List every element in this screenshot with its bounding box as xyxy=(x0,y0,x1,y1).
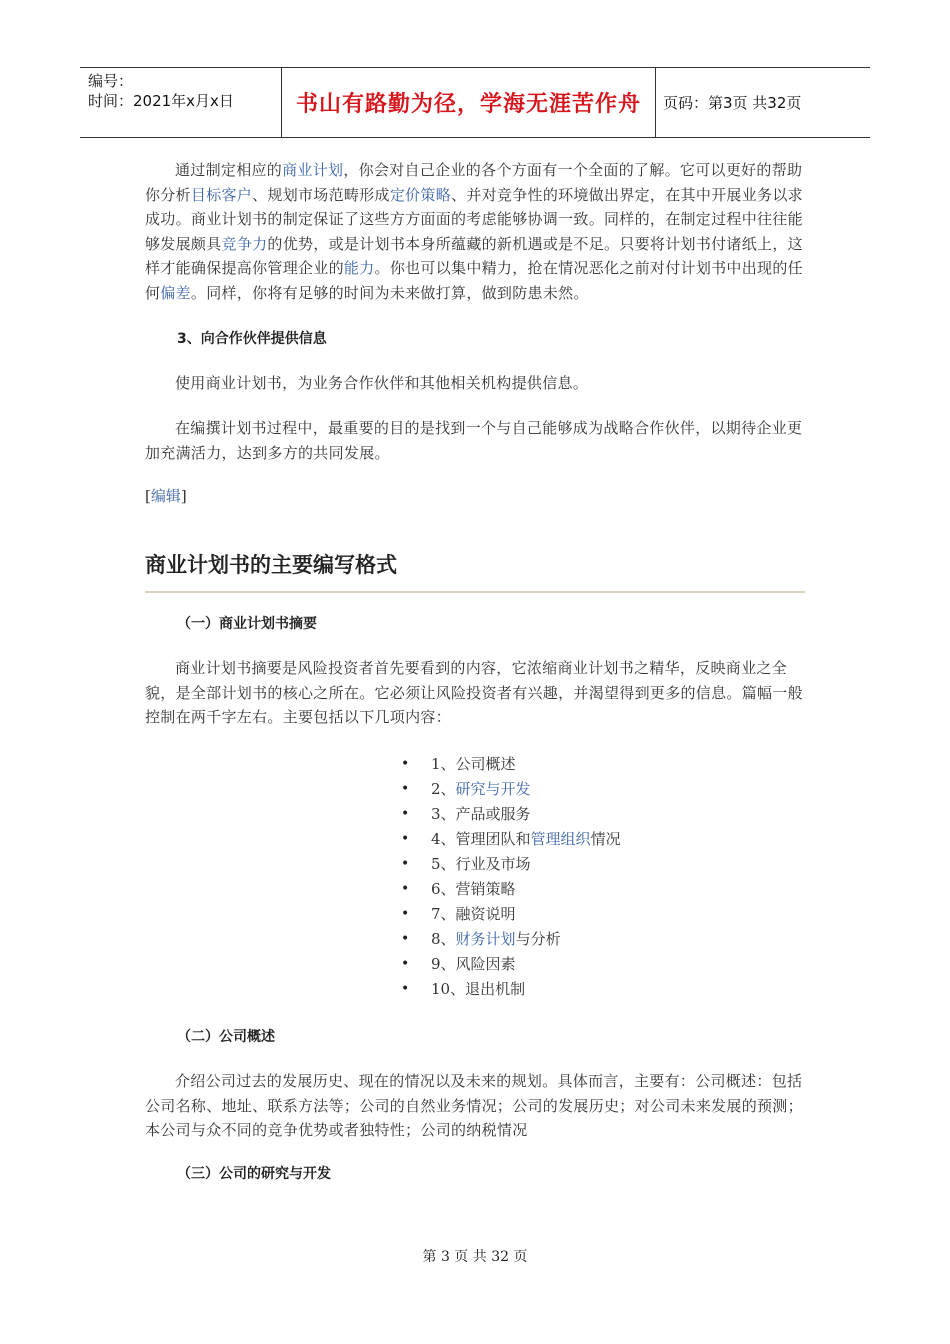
summary-text-block xyxy=(145,656,805,730)
document-header xyxy=(80,67,870,138)
list-item xyxy=(401,902,621,927)
number-label: 编号： xyxy=(88,72,134,90)
edit-bracket-open: [ xyxy=(145,487,151,505)
list-item-text: 8、 xyxy=(431,930,456,948)
list-item-text: 10、退出机制 xyxy=(431,980,526,998)
section3-p2-block xyxy=(145,416,805,465)
intro-text-2: ，你会对自己企业的各个方面有一个全面的了解。它可以更好的帮助你分析 xyxy=(145,161,803,204)
intro-block xyxy=(145,158,805,305)
edit-link[interactable]: 编辑 xyxy=(150,487,181,505)
list-item xyxy=(401,927,621,952)
list-item-text: 5、行业及市场 xyxy=(431,855,531,873)
link-financial-plan[interactable]: 财务计划 xyxy=(455,930,516,948)
main-title-block xyxy=(145,549,805,593)
bullet-icon: • xyxy=(401,781,410,797)
research-heading: （三）公司的研究与开发 xyxy=(177,1166,331,1182)
header-page-cell xyxy=(656,68,870,137)
bullet-icon: • xyxy=(401,906,410,922)
edit-link-block xyxy=(145,485,805,506)
list-item-text: 与分析 xyxy=(515,930,561,948)
intro-text-6: 。你也可以集中精力，抢在情况恶化之前对付计划书中出现的任何 xyxy=(145,259,803,302)
contents-list xyxy=(401,752,621,1002)
list-item-text: 9、风险因素 xyxy=(431,955,516,973)
list-item xyxy=(401,827,621,852)
header-motto-cell xyxy=(282,68,656,137)
main-title: 商业计划书的主要编写格式 xyxy=(145,549,805,593)
page-label: 页码：第3页 共32页 xyxy=(663,94,802,112)
link-pricing-strategy[interactable]: 定价策略 xyxy=(389,185,452,204)
list-item-text: 7、融资说明 xyxy=(431,905,516,923)
summary-paragraph: 商业计划书摘要是风险投资者首先要看到的内容，它浓缩商业计划书之精华，反映商业之全貌，是全部计划书的核心之所在。它必须让风险投资者有兴趣，并渴望得到更多的信息。篇幅一般控制在两千字左右。主要包括以下几项内容： xyxy=(145,659,803,726)
summary-heading-block xyxy=(145,613,805,633)
list-item-text: 3、产品或服务 xyxy=(431,805,531,823)
list-item xyxy=(401,752,621,777)
list-item xyxy=(401,777,621,802)
bullet-icon: • xyxy=(401,956,410,972)
company-paragraph: 介绍公司过去的发展历史、现在的情况以及未来的规划。具体而言，主要有：公司概述：包括公司名称、地址、联系方法等；公司的自然业务情况；公司的发展历史；对公司未来发展的预测；本公司与众不同的竞争优势或者独特性；公司的纳税情况 xyxy=(145,1072,803,1139)
research-heading-block xyxy=(145,1163,805,1183)
section3-heading: 3、向合作伙伴提供信息 xyxy=(177,331,327,347)
intro-text-5: 的优势，或是计划书本身所蕴藏的新机遇或是不足。只要将计划书付诸纸上，这样才能确保提高你管理企业的 xyxy=(145,234,803,277)
header-meta xyxy=(80,68,282,137)
intro-text-3: 、规划市场范畴形成 xyxy=(252,185,390,204)
list-item-text: 4、管理团队和 xyxy=(431,830,531,848)
company-heading-block xyxy=(145,1026,805,1046)
section3-paragraph-1: 使用商业计划书，为业务合作伙伴和其他相关机构提供信息。 xyxy=(175,374,589,392)
section3-p1-block xyxy=(145,371,805,396)
list-item xyxy=(401,952,621,977)
company-text-block xyxy=(145,1069,805,1143)
list-item-text: 2、 xyxy=(431,780,456,798)
page-footer: 第 3 页 共 32 页 xyxy=(422,1249,528,1265)
link-management-org[interactable]: 管理组织 xyxy=(530,830,591,848)
list-item-text: 情况 xyxy=(590,830,621,848)
bullet-icon: • xyxy=(401,806,410,822)
link-competitiveness[interactable]: 竞争力 xyxy=(221,234,268,253)
edit-bracket-close: ] xyxy=(180,487,187,505)
list-item xyxy=(401,852,621,877)
summary-heading: （一）商业计划书摘要 xyxy=(177,616,317,632)
link-ability[interactable]: 能力 xyxy=(343,259,375,277)
intro-paragraph xyxy=(145,158,805,305)
section3-paragraph-2: 在编撰计划书过程中，最重要的目的是找到一个与自己能够成为战略合作伙伴，以期待企业更加充满活力，达到多方的共同发展。 xyxy=(145,419,803,462)
intro-text-4: 、并对竞争性的环境做出界定，在其中开展业务以求成功。商业计划书的制定保证了这些方方面面的考虑能够协调一致。同样的，在制定过程中往往能够发展颇具 xyxy=(145,185,803,253)
bullet-icon: • xyxy=(401,981,410,997)
link-business-plan[interactable]: 商业计划 xyxy=(282,161,344,179)
motto: 书山有路勤为径，学海无涯苦作舟 xyxy=(295,92,641,117)
list-item-text: 6、营销策略 xyxy=(431,880,516,898)
list-item xyxy=(401,977,621,1002)
bullet-icon: • xyxy=(401,856,410,872)
link-deviation[interactable]: 偏差 xyxy=(160,283,191,302)
bullet-icon: • xyxy=(401,756,410,772)
bullet-icon: • xyxy=(401,931,410,947)
list-item xyxy=(401,802,621,827)
bullet-icon: • xyxy=(401,831,410,847)
company-heading: （二）公司概述 xyxy=(177,1029,275,1045)
link-research-development[interactable]: 研究与开发 xyxy=(455,780,531,798)
link-target-customer[interactable]: 目标客户 xyxy=(190,185,253,204)
intro-text-1: 通过制定相应的 xyxy=(175,161,283,179)
list-item-text: 1、公司概述 xyxy=(431,755,516,773)
bullet-icon: • xyxy=(401,881,410,897)
time-label: 时间：2021年x月x日 xyxy=(88,92,234,110)
section3-heading-block xyxy=(145,328,805,348)
intro-text-7: 。同样，你将有足够的时间为未来做打算，做到防患未然。 xyxy=(190,283,589,302)
list-item xyxy=(401,877,621,902)
